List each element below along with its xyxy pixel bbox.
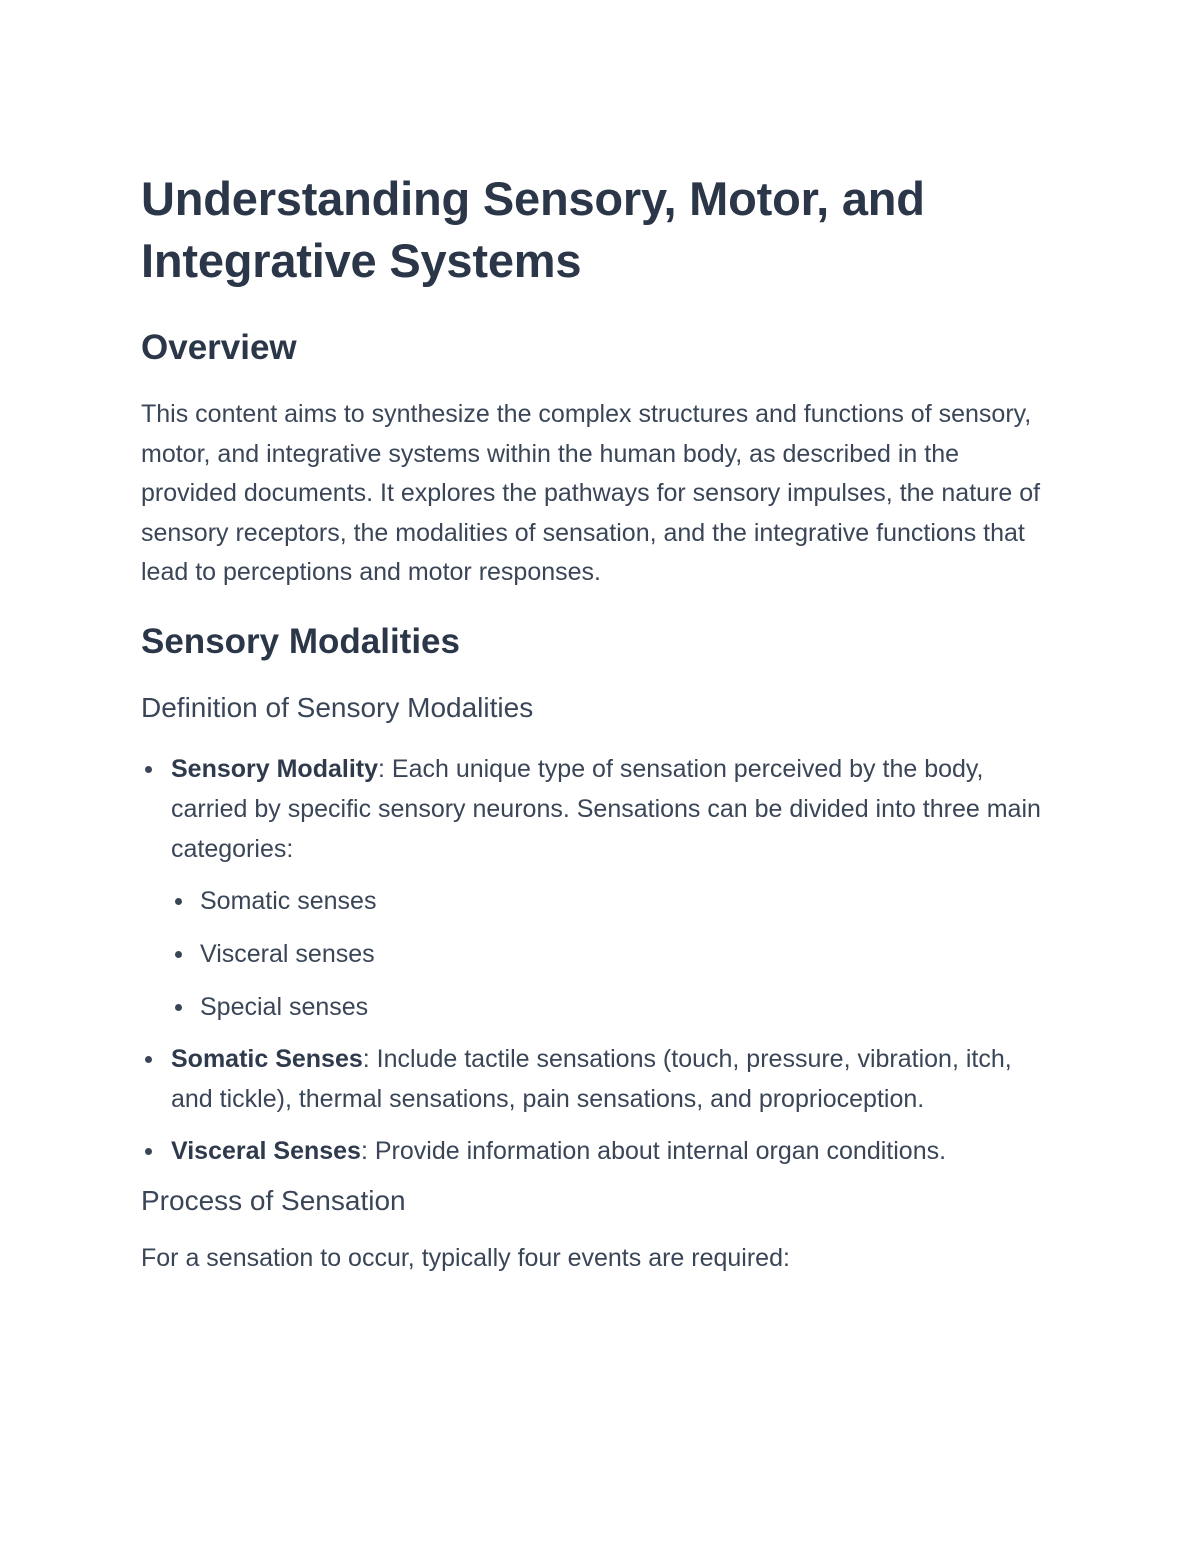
- overview-heading: Overview: [141, 328, 297, 367]
- process-paragraph: For a sensation to occur, typically four events are required:: [141, 1243, 790, 1272]
- list-item: Visceral senses: [171, 934, 1050, 974]
- definition-heading: Definition of Sensory Modalities: [141, 691, 534, 723]
- definition-text: : Each unique type of sensation perceived by the body, carried by specific sensory neurons. Sensations can be divided into three main categories:: [171, 754, 1041, 863]
- term-visceral-senses: Visceral Senses: [171, 1136, 361, 1165]
- definition-text: : Include tactile sensations (touch, pressure, vibration, itch, and tickle), thermal sensations, pain sensations, and proprioception.: [171, 1044, 1012, 1113]
- list-item: Somatic senses: [171, 881, 1050, 921]
- definition-list: [141, 749, 1050, 1171]
- term-sensory-modality: Sensory Modality: [171, 754, 378, 783]
- process-heading: Process of Sensation: [141, 1184, 406, 1216]
- list-item-sensory-modality: [141, 749, 1050, 1027]
- definition-text: : Provide information about internal organ conditions.: [360, 1136, 947, 1165]
- list-item: Special senses: [171, 987, 1050, 1027]
- sensory-modalities-heading: Sensory Modalities: [141, 621, 460, 661]
- list-item-visceral-senses: [141, 1131, 1050, 1171]
- list-item-somatic-senses: [141, 1039, 1050, 1119]
- categories-list: [171, 881, 1050, 1027]
- term-somatic-senses: Somatic Senses: [171, 1044, 363, 1073]
- page-title: Understanding Sensory, Motor, and Integrative Systems: [141, 172, 925, 287]
- overview-paragraph: This content aims to synthesize the complex structures and functions of sensory, motor, and integrative systems within the human body, as described in the provided documents. It explores the pathways for sensory impulses, the nature of sensory receptors, the modalities of sensation, and the integrative functions that lead to perceptions and motor responses.: [141, 400, 1041, 587]
